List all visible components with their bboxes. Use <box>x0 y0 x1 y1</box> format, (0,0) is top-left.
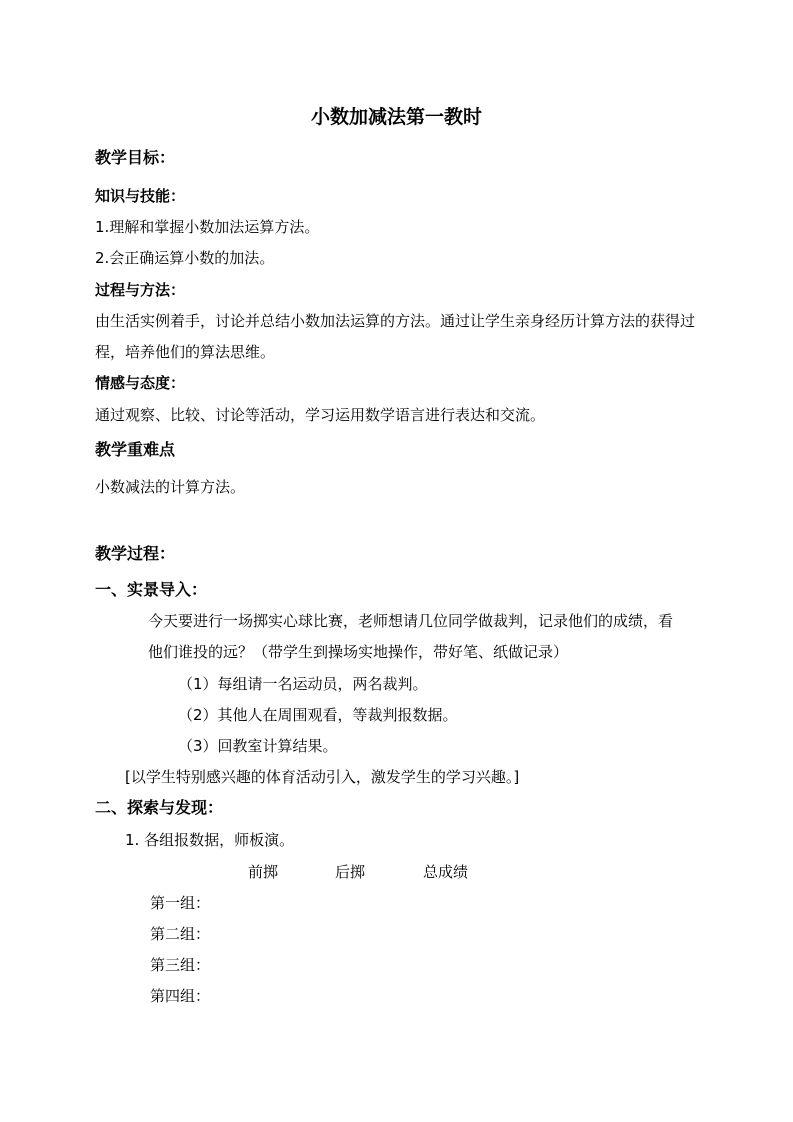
attitude-heading: 情感与态度： <box>95 374 186 392</box>
teaching-process-heading: 教学过程： <box>95 544 176 563</box>
group-row-3: 第三组： <box>150 956 211 974</box>
page-title: 小数加减法第一教时 <box>310 106 482 128</box>
objectives-heading: 教学目标： <box>95 148 176 167</box>
table-header-back: 后掷 <box>335 863 366 881</box>
group-row-4: 第四组： <box>150 987 211 1005</box>
knowledge-item-1: 1.理解和掌握小数加法运算方法。 <box>95 218 320 236</box>
knowledge-item-2: 2.会正确运算小数的加法。 <box>95 249 275 267</box>
section1-note: [以学生特别感兴趣的体育活动引入，激发学生的学习兴趣。] <box>125 768 520 786</box>
section1-step-3: （3）回教室计算结果。 <box>178 737 338 755</box>
table-header-total: 总成绩 <box>423 863 469 881</box>
group-row-1: 第一组： <box>150 894 211 912</box>
knowledge-heading: 知识与技能： <box>95 187 186 205</box>
process-method-text: 由生活实例着手，讨论并总结小数加法运算的方法。通过让学生亲身经历计算方法的获得过程，培养他们的算法思维。 <box>95 312 696 361</box>
section1-step-2: （2）其他人在周围观看，等裁判报数据。 <box>178 706 458 724</box>
table-header-front: 前掷 <box>248 863 279 881</box>
group-row-2: 第二组： <box>150 925 211 943</box>
section2-item-1: 1. 各组报数据，师板演。 <box>125 831 295 849</box>
section2-heading: 二、探索与发现： <box>95 798 224 817</box>
section1-intro-line2: 他们谁投的远？（带学生到操场实地操作，带好笔、纸做记录） <box>148 643 569 661</box>
section1-step-1: （1）每组请一名运动员，两名裁判。 <box>178 675 428 693</box>
section1-heading: 一、实景导入： <box>95 580 208 599</box>
key-points-text: 小数减法的计算方法。 <box>95 478 246 496</box>
process-method-heading: 过程与方法： <box>95 281 186 299</box>
key-points-heading: 教学重难点 <box>95 440 176 459</box>
section1-intro-line1: 今天要进行一场掷实心球比赛，老师想请几位同学做裁判，记录他们的成绩，看 <box>148 612 674 630</box>
attitude-text: 通过观察、比较、讨论等活动，学习运用数学语言进行表达和交流。 <box>95 406 546 424</box>
